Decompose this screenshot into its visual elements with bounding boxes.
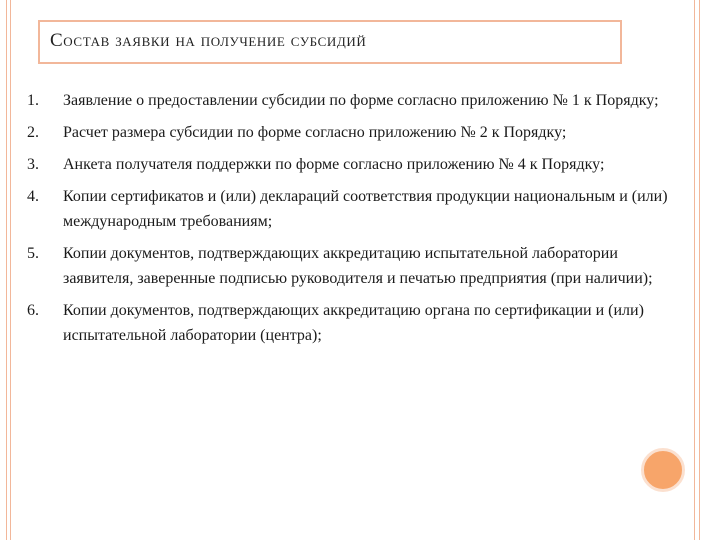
list-item-number: 2. — [27, 124, 39, 141]
title-box — [38, 20, 622, 64]
right-frame-line-inner — [694, 0, 695, 540]
list-item-text: Копии документов, подтверждающих аккредитацию испытательной лаборатории заявителя, заверенные подписью руководителя и печатью предприятия (при наличии); — [63, 245, 653, 287]
list-item — [27, 88, 677, 113]
list-item-number: 3. — [27, 156, 39, 173]
list-item-number: 1. — [27, 92, 39, 109]
list-item-text: Копии сертификатов и (или) деклараций соответствия продукции национальным и (или) международным требованиям; — [63, 188, 668, 230]
left-frame-line-inner — [10, 0, 11, 540]
list-item-number: 6. — [27, 302, 39, 319]
list-item-text: Расчет размера субсидии по форме согласно приложению № 2 к Порядку; — [63, 124, 567, 141]
list-item-text: Заявление о предоставлении субсидии по форме согласно приложению № 1 к Порядку; — [63, 92, 659, 109]
list-item — [27, 298, 677, 348]
requirements-list — [27, 88, 677, 355]
list-item-number: 4. — [27, 188, 39, 205]
list-item — [27, 241, 677, 291]
list-item — [27, 152, 677, 177]
decorative-circle — [641, 448, 685, 492]
slide-title: Состав заявки на получение субсидий — [50, 30, 367, 51]
list-item — [27, 184, 677, 234]
list-item — [27, 120, 677, 145]
right-frame-line-outer — [699, 0, 700, 540]
left-frame-line-outer — [6, 0, 7, 540]
list-item-text: Анкета получателя поддержки по форме согласно приложению № 4 к Порядку; — [63, 156, 605, 173]
list-item-number: 5. — [27, 245, 39, 262]
list-item-text: Копии документов, подтверждающих аккредитацию органа по сертификации и (или) испытательной лаборатории (центра); — [63, 302, 644, 344]
